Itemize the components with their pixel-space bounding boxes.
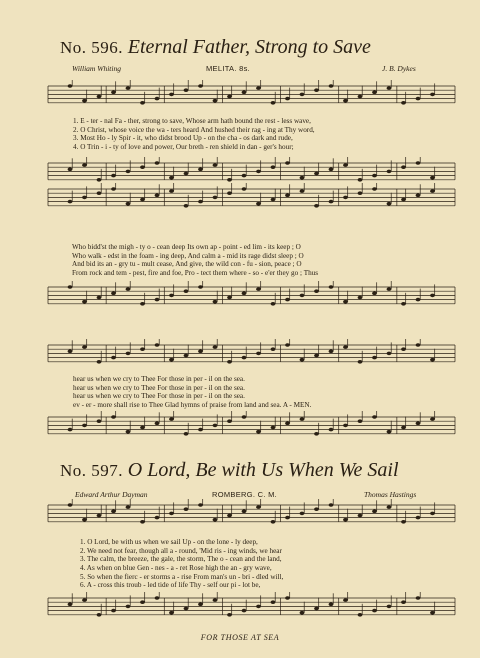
note-head <box>430 189 435 193</box>
bass-staff-4 <box>0 592 480 632</box>
note-head <box>358 191 363 195</box>
note-head <box>271 347 276 351</box>
note-head <box>213 424 218 428</box>
note-head <box>242 174 247 178</box>
note-head <box>169 512 174 516</box>
hymn-number: No. 597. <box>60 461 124 480</box>
note-head <box>198 428 203 432</box>
note-head <box>285 97 290 101</box>
note-head <box>184 432 189 436</box>
note-head <box>213 163 218 167</box>
note-head <box>155 97 160 101</box>
note-head <box>111 174 116 178</box>
note-head <box>271 101 276 105</box>
note-head <box>387 505 392 509</box>
note-head <box>256 287 261 291</box>
note-head <box>184 607 189 611</box>
note-head <box>358 296 363 300</box>
hymn-596-composer: J. B. Dykes <box>382 64 416 73</box>
note-head <box>140 520 145 524</box>
hymn-597-author: Edward Arthur Dayman <box>75 490 148 499</box>
note-head <box>242 609 247 613</box>
note-head <box>126 86 131 90</box>
note-head <box>387 86 392 90</box>
note-head <box>430 93 435 97</box>
note-head <box>401 520 406 524</box>
note-head <box>140 198 145 202</box>
lyric-line: ev - er - more shall rise to Thee Glad hymns of praise from land and sea. A - MEN. <box>73 401 312 410</box>
note-head <box>343 345 348 349</box>
lyric-line: 1. O Lord, be with us when we sail Up - on the lone - ly deep, <box>80 538 258 546</box>
note-head <box>155 194 160 198</box>
note-head <box>358 514 363 518</box>
note-head <box>97 95 102 99</box>
note-head <box>68 200 73 204</box>
lyric-line: Who bidd'st the migh - ty o - cean deep Its own ap - point - ed lim - its keep ; O <box>72 243 301 251</box>
note-head <box>111 609 116 613</box>
lyric-line: 3. Most Ho - ly Spir - it, who didst brood Up - on the cha - os dark and rude, <box>73 134 293 143</box>
note-head <box>343 598 348 602</box>
note-head <box>242 187 247 191</box>
note-head <box>329 503 334 507</box>
hymn-596-title <box>60 36 371 59</box>
note-head <box>111 510 116 514</box>
note-head <box>213 598 218 602</box>
note-head <box>430 176 435 180</box>
note-head <box>387 170 392 174</box>
lyric-line: From rock and tem - pest, fire and foe, Pro - tect them where - so - e'er they go ; Thus <box>72 269 319 278</box>
note-head <box>256 86 261 90</box>
note-head <box>300 417 305 421</box>
note-head <box>271 520 276 524</box>
lyric-line: hear us when we cry to Thee For those in per - il on the sea. <box>73 392 245 401</box>
hymn-597-title <box>60 459 399 482</box>
note-head <box>242 356 247 360</box>
note-head <box>184 354 189 358</box>
note-head <box>184 88 189 92</box>
note-head <box>198 603 203 607</box>
note-head <box>198 350 203 354</box>
note-head <box>343 424 348 428</box>
note-head <box>140 600 145 604</box>
note-head <box>155 343 160 347</box>
note-head <box>169 93 174 97</box>
note-head <box>155 161 160 165</box>
note-head <box>198 200 203 204</box>
hymn-name: Eternal Father, Strong to Save <box>127 36 371 58</box>
note-head <box>256 430 261 434</box>
note-head <box>430 512 435 516</box>
note-head <box>227 296 232 300</box>
note-head <box>358 419 363 423</box>
note-head <box>416 161 421 165</box>
note-head <box>343 163 348 167</box>
note-head <box>358 360 363 364</box>
note-head <box>314 88 319 92</box>
note-head <box>82 196 87 200</box>
note-head <box>329 428 334 432</box>
note-head <box>329 350 334 354</box>
note-head <box>285 343 290 347</box>
note-head <box>97 613 102 617</box>
note-head <box>97 296 102 300</box>
note-head <box>372 292 377 296</box>
note-head <box>372 174 377 178</box>
note-head <box>416 596 421 600</box>
note-head <box>184 289 189 293</box>
note-head <box>372 91 377 95</box>
hymn-596-author: William Whiting <box>72 64 121 73</box>
note-head <box>358 178 363 182</box>
note-head <box>227 360 232 364</box>
note-head <box>140 165 145 169</box>
note-head <box>68 84 73 88</box>
lyric-line: And bid its an - gry tu - mult cease, And give, the wild con - fu - sion, peace ; O <box>72 260 302 269</box>
note-head <box>126 170 131 174</box>
note-head <box>343 300 348 304</box>
hymn-name: O Lord, Be with Us When We Sail <box>127 459 399 481</box>
note-head <box>82 518 87 522</box>
note-head <box>97 419 102 423</box>
note-head <box>82 598 87 602</box>
note-head <box>97 178 102 182</box>
hymn-597-composer: Thomas Hastings <box>364 490 417 499</box>
note-head <box>271 198 276 202</box>
note-head <box>68 428 73 432</box>
hymn-596-tune: MELITA. 8s. <box>206 64 251 73</box>
note-head <box>213 345 218 349</box>
note-head <box>285 161 290 165</box>
note-head <box>198 84 203 88</box>
note-head <box>242 91 247 95</box>
note-head <box>285 298 290 302</box>
note-head <box>82 163 87 167</box>
verse-block-4 <box>80 538 283 590</box>
note-head <box>314 607 319 611</box>
note-head <box>387 202 392 206</box>
note-head <box>401 101 406 105</box>
verse-block-3 <box>73 375 311 410</box>
lyric-line: hear us when we cry to Thee For those in per - il on the sea. <box>73 375 245 383</box>
note-head <box>97 191 102 195</box>
note-head <box>169 358 174 362</box>
lyric-line: Who walk - edst in the foam - ing deep, And calm a - mid its rage didst sleep ; O <box>72 251 304 260</box>
note-head <box>372 187 377 191</box>
lyric-line: hear us when we cry to Thee For those in per - il on the sea. <box>73 383 245 392</box>
note-head <box>314 354 319 358</box>
note-head <box>416 516 421 520</box>
note-head <box>372 356 377 360</box>
note-head <box>387 287 392 291</box>
note-head <box>401 426 406 430</box>
note-head <box>387 430 392 434</box>
note-head <box>155 422 160 426</box>
note-head <box>227 95 232 99</box>
note-head <box>227 514 232 518</box>
note-head <box>68 603 73 607</box>
note-head <box>300 176 305 180</box>
note-head <box>126 202 131 206</box>
note-head <box>97 514 102 518</box>
note-head <box>401 600 406 604</box>
note-head <box>140 302 145 306</box>
note-head <box>242 510 247 514</box>
note-head <box>126 505 131 509</box>
note-head <box>184 507 189 511</box>
note-head <box>256 170 261 174</box>
note-head <box>140 101 145 105</box>
note-head <box>126 430 131 434</box>
note-head <box>430 611 435 615</box>
note-head <box>416 97 421 101</box>
note-head <box>300 189 305 193</box>
note-head <box>126 287 131 291</box>
note-head <box>285 422 290 426</box>
note-head <box>256 202 261 206</box>
note-head <box>184 172 189 176</box>
note-head <box>314 432 319 436</box>
note-head <box>184 204 189 208</box>
lyric-line: 2. O Christ, whose voice the wa - ters heard And hushed their rag - ing at Thy word, <box>73 125 315 134</box>
lyric-line: 1. E - ter - nal Fa - ther, strong to save, Whose arm hath bound the rest - less wave, <box>73 117 311 125</box>
note-head <box>82 424 87 428</box>
note-head <box>271 302 276 306</box>
note-head <box>343 196 348 200</box>
note-head <box>198 168 203 172</box>
note-head <box>329 285 334 289</box>
note-head <box>271 165 276 169</box>
note-head <box>300 611 305 615</box>
note-head <box>198 285 203 289</box>
note-head <box>300 294 305 298</box>
note-head <box>227 419 232 423</box>
hymn-597-tune: ROMBERG. C. M. <box>212 490 278 499</box>
lyric-line: 3. The calm, the breeze, the gale, the storm, The o - cean and the land, <box>80 555 282 564</box>
note-head <box>285 516 290 520</box>
bass-staff-2 <box>0 281 480 321</box>
note-head <box>416 298 421 302</box>
note-head <box>372 510 377 514</box>
note-head <box>111 356 116 360</box>
note-head <box>285 596 290 600</box>
note-head <box>169 611 174 615</box>
note-head <box>314 204 319 208</box>
note-head <box>242 292 247 296</box>
note-head <box>416 194 421 198</box>
note-head <box>82 345 87 349</box>
note-head <box>430 358 435 362</box>
note-head <box>401 347 406 351</box>
lyric-line: 4. As when on blue Gen - nes - a - ret Rose high the an - gry wave, <box>80 564 272 573</box>
note-head <box>242 415 247 419</box>
note-head <box>387 352 392 356</box>
verse-block-2 <box>72 243 318 278</box>
lyric-line: 2. We need not fear, though all a - round, 'Mid ris - ing winds, we hear <box>80 546 282 555</box>
note-head <box>227 191 232 195</box>
note-head <box>169 189 174 193</box>
note-head <box>358 95 363 99</box>
note-head <box>314 289 319 293</box>
note-head <box>82 300 87 304</box>
lyric-line: 6. A - cross this troub - led tide of life Thy - self our pi - lot be, <box>80 581 261 590</box>
note-head <box>82 99 87 103</box>
note-head <box>140 347 145 351</box>
note-head <box>416 343 421 347</box>
note-head <box>155 298 160 302</box>
note-head <box>300 93 305 97</box>
note-head <box>343 518 348 522</box>
note-head <box>126 605 131 609</box>
note-head <box>169 417 174 421</box>
note-head <box>140 426 145 430</box>
note-head <box>213 518 218 522</box>
note-head <box>343 99 348 103</box>
note-head <box>227 613 232 617</box>
note-head <box>401 302 406 306</box>
hymn-number: No. 596. <box>60 38 124 57</box>
note-head <box>111 91 116 95</box>
note-head <box>300 358 305 362</box>
note-head <box>126 352 131 356</box>
note-head <box>401 165 406 169</box>
note-head <box>401 198 406 202</box>
note-head <box>68 168 73 172</box>
note-head <box>416 422 421 426</box>
note-head <box>285 194 290 198</box>
note-head <box>213 300 218 304</box>
note-head <box>68 350 73 354</box>
note-head <box>271 600 276 604</box>
note-head <box>97 360 102 364</box>
note-head <box>213 99 218 103</box>
note-head <box>329 603 334 607</box>
note-head <box>111 415 116 419</box>
note-head <box>68 503 73 507</box>
note-head <box>314 507 319 511</box>
note-head <box>111 187 116 191</box>
note-head <box>358 613 363 617</box>
note-head <box>329 84 334 88</box>
note-head <box>271 426 276 430</box>
bass-staff-3 <box>0 411 480 451</box>
note-head <box>314 172 319 176</box>
note-head <box>169 294 174 298</box>
note-head <box>68 285 73 289</box>
note-head <box>430 294 435 298</box>
note-head <box>387 605 392 609</box>
note-head <box>256 505 261 509</box>
treble-staff-2 <box>0 183 480 231</box>
note-head <box>372 415 377 419</box>
note-head <box>256 352 261 356</box>
note-head <box>111 292 116 296</box>
note-head <box>155 596 160 600</box>
note-head <box>213 196 218 200</box>
verse-block-1 <box>73 117 315 152</box>
note-head <box>198 503 203 507</box>
note-head <box>329 168 334 172</box>
page-footer: FOR THOSE AT SEA <box>200 633 280 642</box>
note-head <box>329 200 334 204</box>
lyric-line: 5. So when the fierc - er storms a - rise From man's un - bri - dled will, <box>80 572 284 581</box>
note-head <box>300 512 305 516</box>
note-head <box>155 516 160 520</box>
note-head <box>372 609 377 613</box>
note-head <box>256 605 261 609</box>
note-head <box>169 176 174 180</box>
lyric-line: 4. O Trin - i - ty of love and power, Our breth - ren shield in dan - ger's hour; <box>73 143 294 152</box>
note-head <box>430 417 435 421</box>
note-head <box>227 178 232 182</box>
